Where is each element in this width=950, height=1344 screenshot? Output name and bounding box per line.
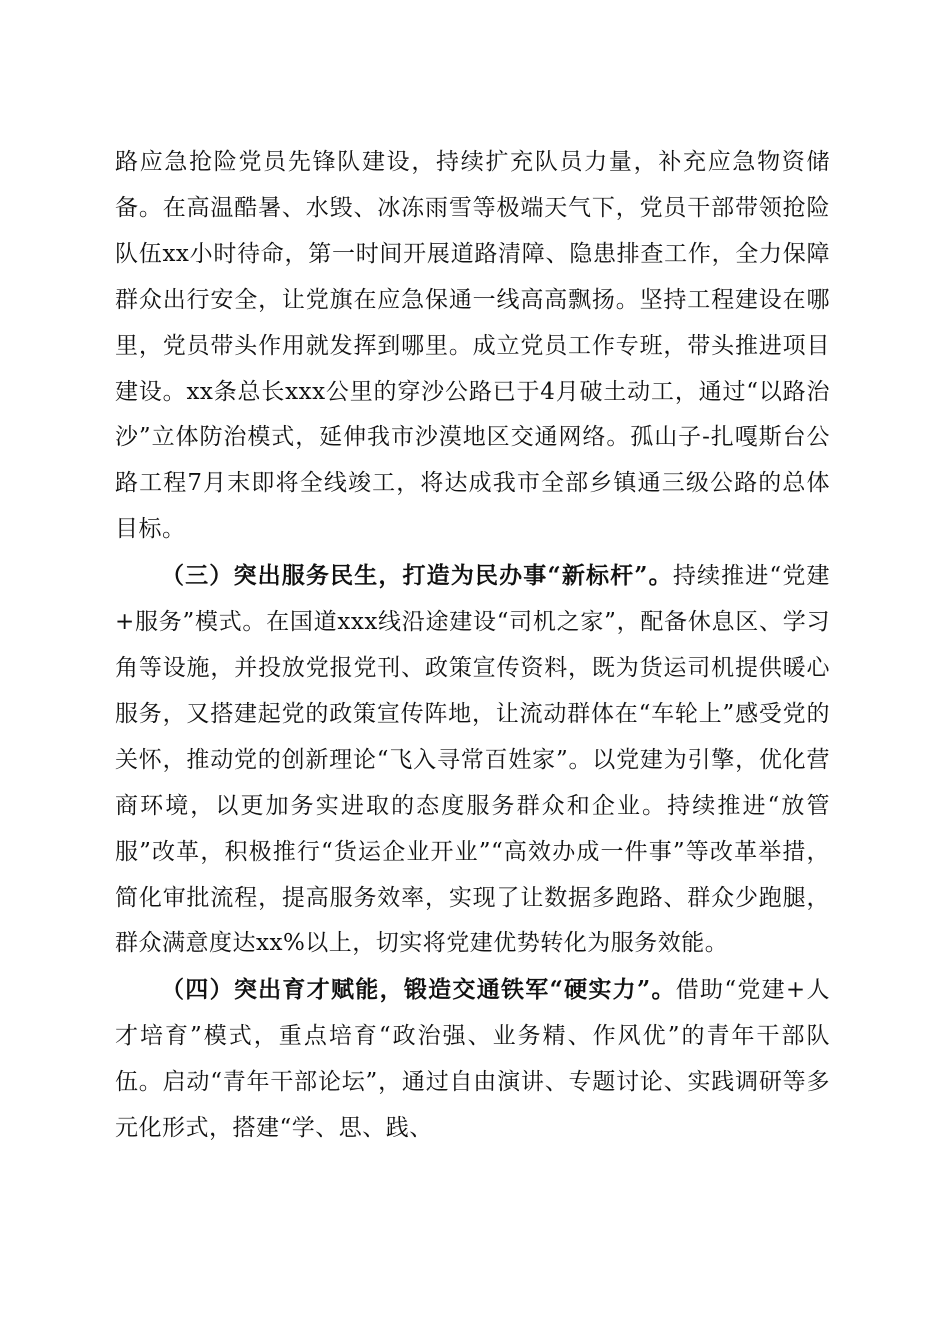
paragraph-text: 持续推进“党建+服务”模式。在国道xxx线沿途建设“司机之家”，配备休息区、学习角等设施，并投放党报党刊、政策宣传资料，既为货运司机提供暖心服务，又搭建起党的政策宣传阵地，让流动群体在“车轮上”感受党的关怀，推动党的创新理论“飞入寻常百姓家”。以党建为引擎，优化营商环境，以更加务实进取的态度服务群众和企业。持续推进“放管服”改革，积极推行“货运企业开业”“高效办成一件事”等改革举措，简化审批流程，提高服务效率，实现了让数据多跑路、群众少跑腿，群众满意度达xx%以上，切实将党建优势转化为服务效能。 [115,563,830,957]
paragraph-continuation [115,140,830,553]
section-3-heading: （三）突出服务民生，打造为民办事“新标杆”。 [161,562,673,590]
paragraph-section-3 [115,553,830,967]
document-body [115,140,830,1152]
paragraph-section-4 [115,967,830,1152]
paragraph-text: 借助“党建+人才培育”模式，重点培育“政治强、业务精、作风优”的青年干部队伍。启动“青年干部论坛”，通过自由演讲、专题讨论、实践调研等多元化形式，搭建“学、思、践、 [115,977,830,1142]
section-4-heading: （四）突出育才赋能，锻造交通铁军“硬实力”。 [161,976,676,1004]
paragraph-text: 路应急抢险党员先锋队建设，持续扩充队员力量，补充应急物资储备。在高温酷暑、水毁、冰冻雨雪等极端天气下，党员干部带领抢险队伍xx小时待命，第一时间开展道路清障、隐患排查工作，全力保障群众出行安全，让党旗在应急保通一线高高飘扬。坚持工程建设在哪里，党员带头作用就发挥到哪里。成立党员工作专班，带头推进项目建设。xx条总长xxx公里的穿沙公路已于4月破土动工，通过“以路治沙”立体防治模式，延伸我市沙漠地区交通网络。孤山子-扎嘎斯台公路工程7月末即将全线竣工，将达成我市全部乡镇通三级公路的总体目标。 [115,149,830,543]
